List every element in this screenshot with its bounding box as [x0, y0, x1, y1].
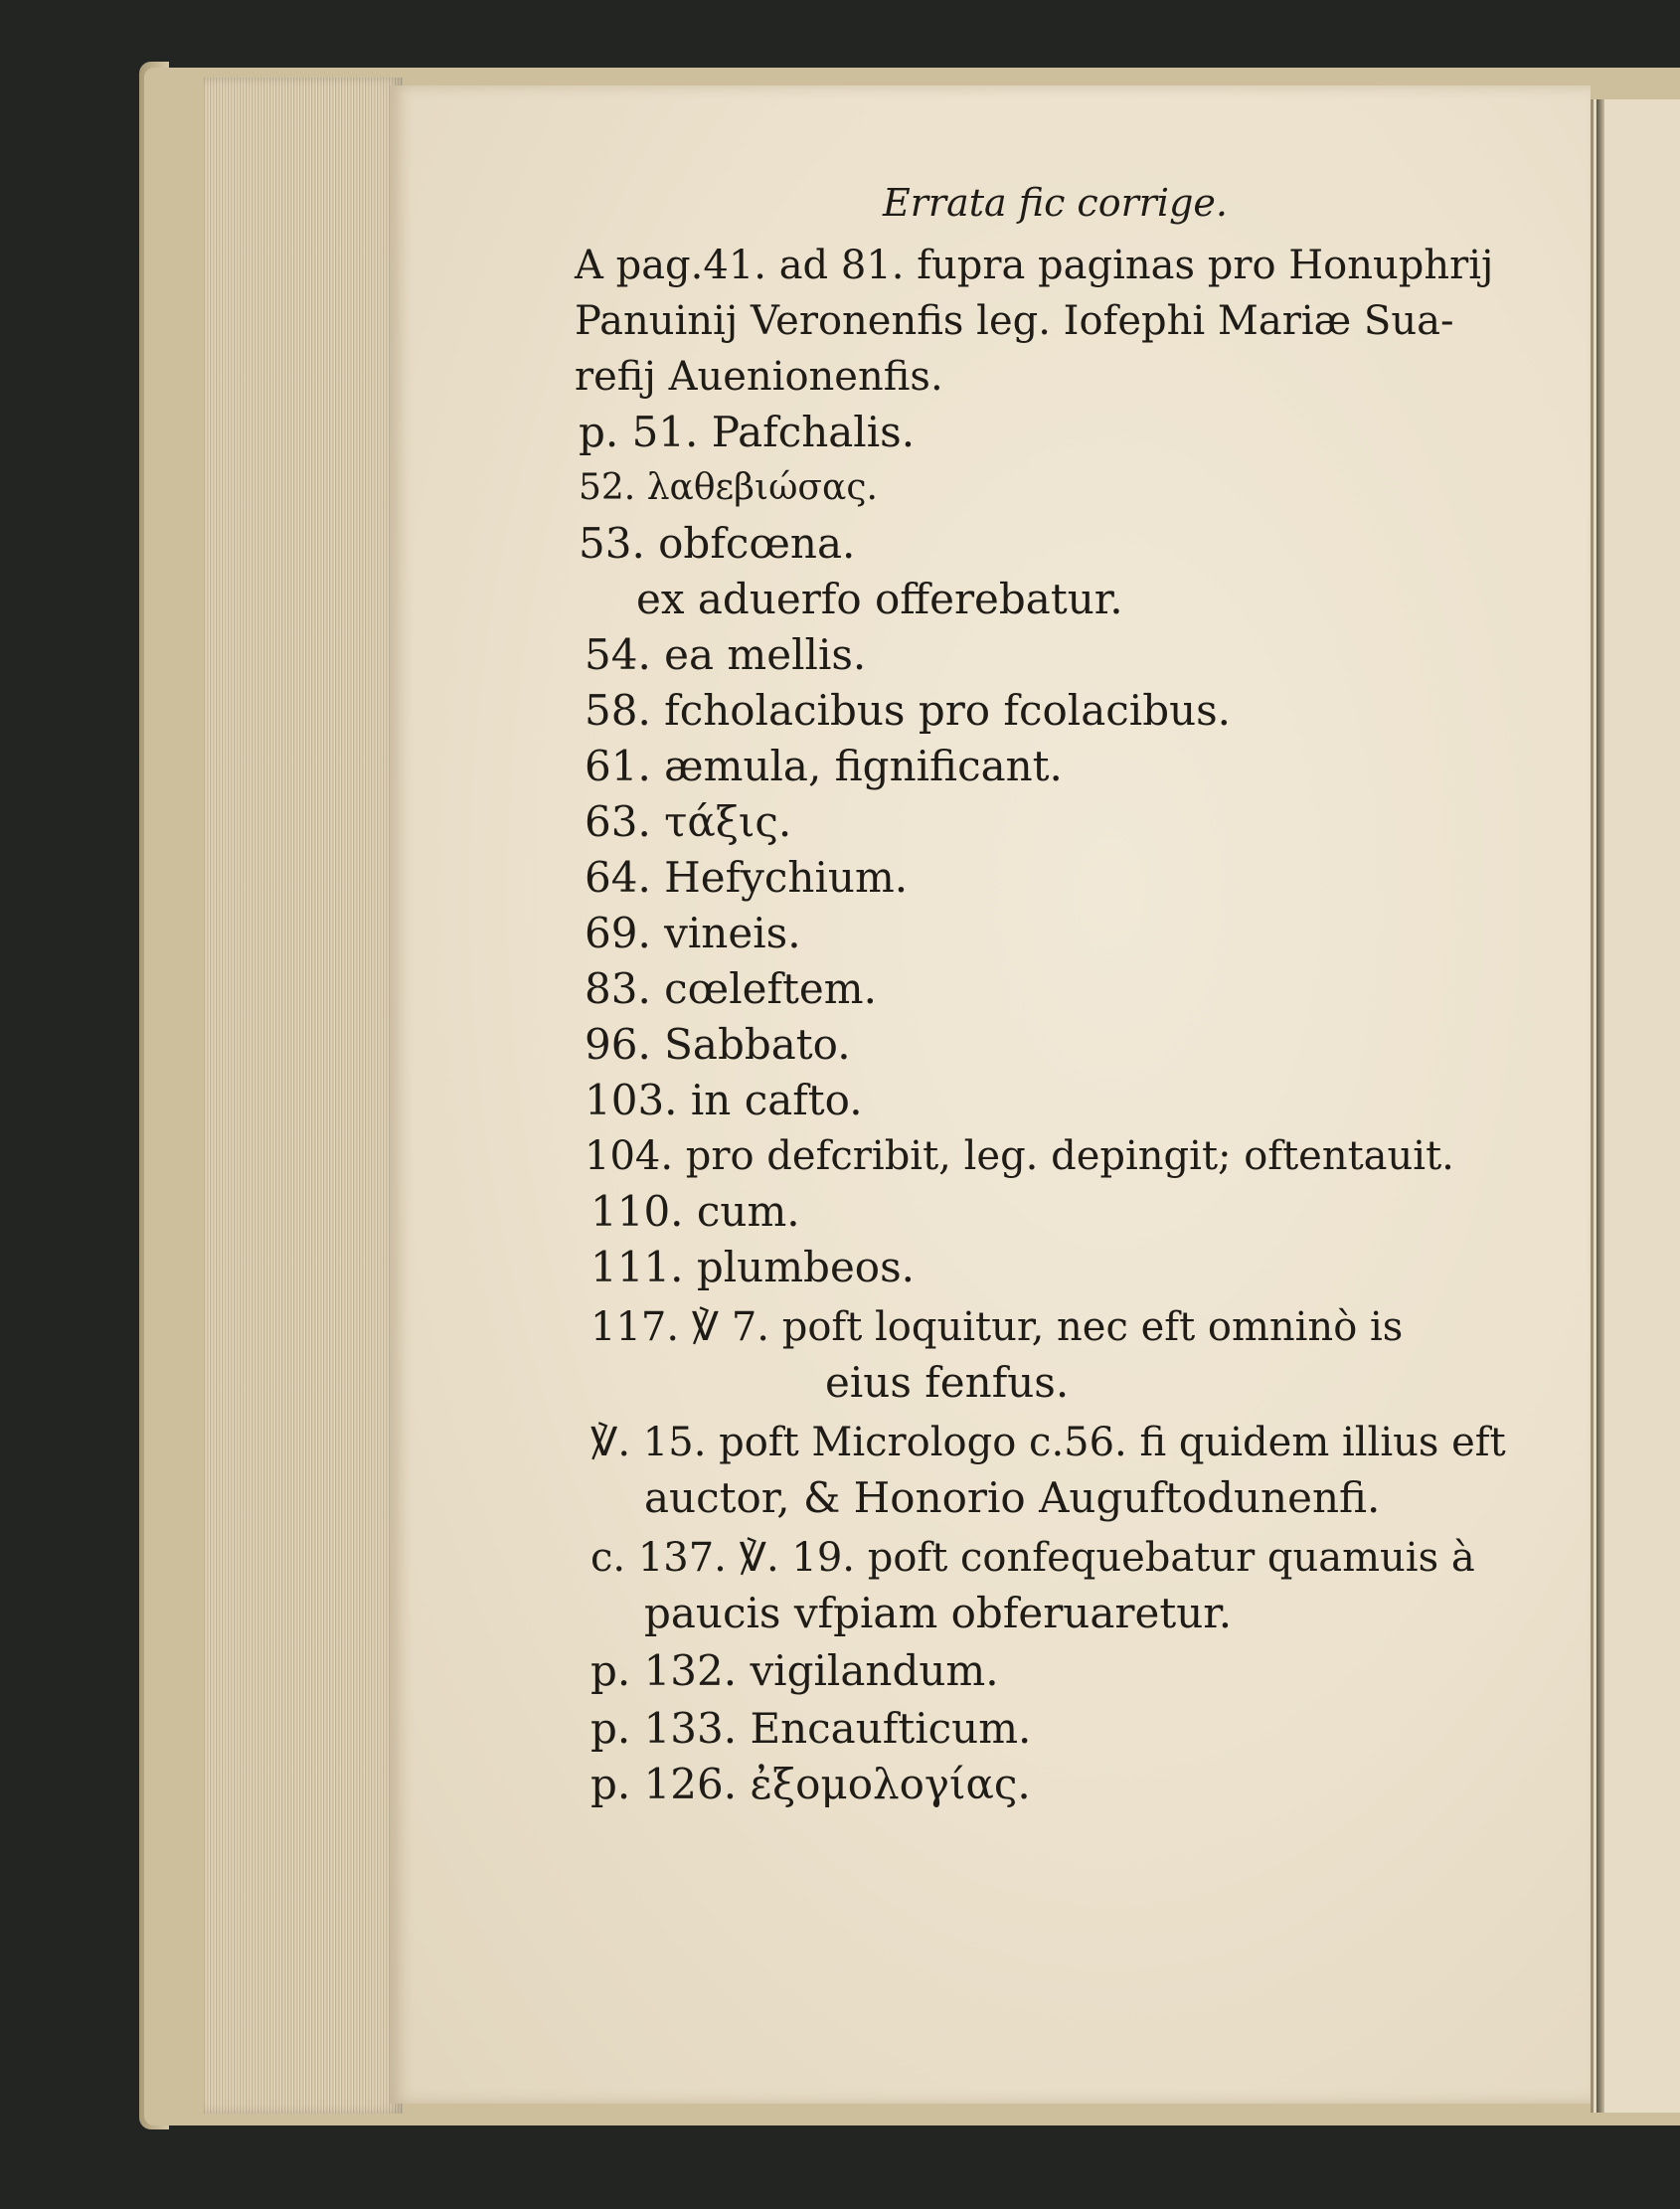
errata-line: paucis vfpiam obferuaretur.	[644, 1589, 1233, 1637]
errata-line: 53. obfcœna.	[579, 519, 856, 568]
errata-line: 96. Sabbato.	[585, 1020, 851, 1069]
errata-line: eius fenfus.	[825, 1358, 1070, 1407]
errata-line: 64. Hefychium.	[585, 853, 909, 902]
errata-line: 61. æmula, fignificant.	[585, 742, 1063, 790]
page-heading: Errata fic corrige.	[883, 181, 1228, 225]
errata-line: 83. cœleftem.	[585, 964, 877, 1013]
errata-line: 103. in cafto.	[585, 1076, 863, 1124]
errata-line: 104. pro defcribit, leg. depingit; oftentauit.	[585, 1133, 1454, 1179]
errata-line: 58. fcholacibus pro fcolacibus.	[585, 686, 1232, 735]
errata-line: 111. plumbeos.	[590, 1243, 915, 1291]
errata-line: ex aduerfo offerebatur.	[636, 575, 1123, 623]
errata-line: p. 132. vigilandum.	[590, 1646, 999, 1695]
errata-line: auctor, & Honorio Auguftodunenfi.	[644, 1473, 1381, 1522]
errata-line: 117. ℣ 7. poft loquitur, nec eft omninò is	[590, 1304, 1404, 1350]
errata-line: 110. cum.	[590, 1187, 800, 1236]
errata-line: p. 133. Encaufticum.	[590, 1704, 1032, 1753]
errata-line: refij Auenionenfis.	[575, 354, 943, 400]
errata-line: c. 137. ℣. 19. poft confequebatur quamuis à	[590, 1535, 1475, 1581]
errata-line: 69. vineis.	[585, 909, 801, 957]
errata-line: 54. ea mellis.	[585, 630, 867, 679]
errata-line: ℣. 15. poft Micrologo c.56. fi quidem illius eft	[590, 1420, 1506, 1465]
errata-line: p. 51. Pafchalis.	[579, 408, 916, 456]
errata-line: 63. τάξις.	[585, 797, 792, 846]
errata-line: Panuinij Veronenfis leg. Iofephi Mariæ Sua-	[575, 298, 1454, 344]
errata-line: A pag.41. ad 81. fupra paginas pro Honuphrij	[575, 243, 1494, 288]
errata-line: p. 126. ἐξομολογίας.	[590, 1760, 1031, 1808]
errata-line: 52. λαθεβιώσας.	[579, 467, 878, 508]
